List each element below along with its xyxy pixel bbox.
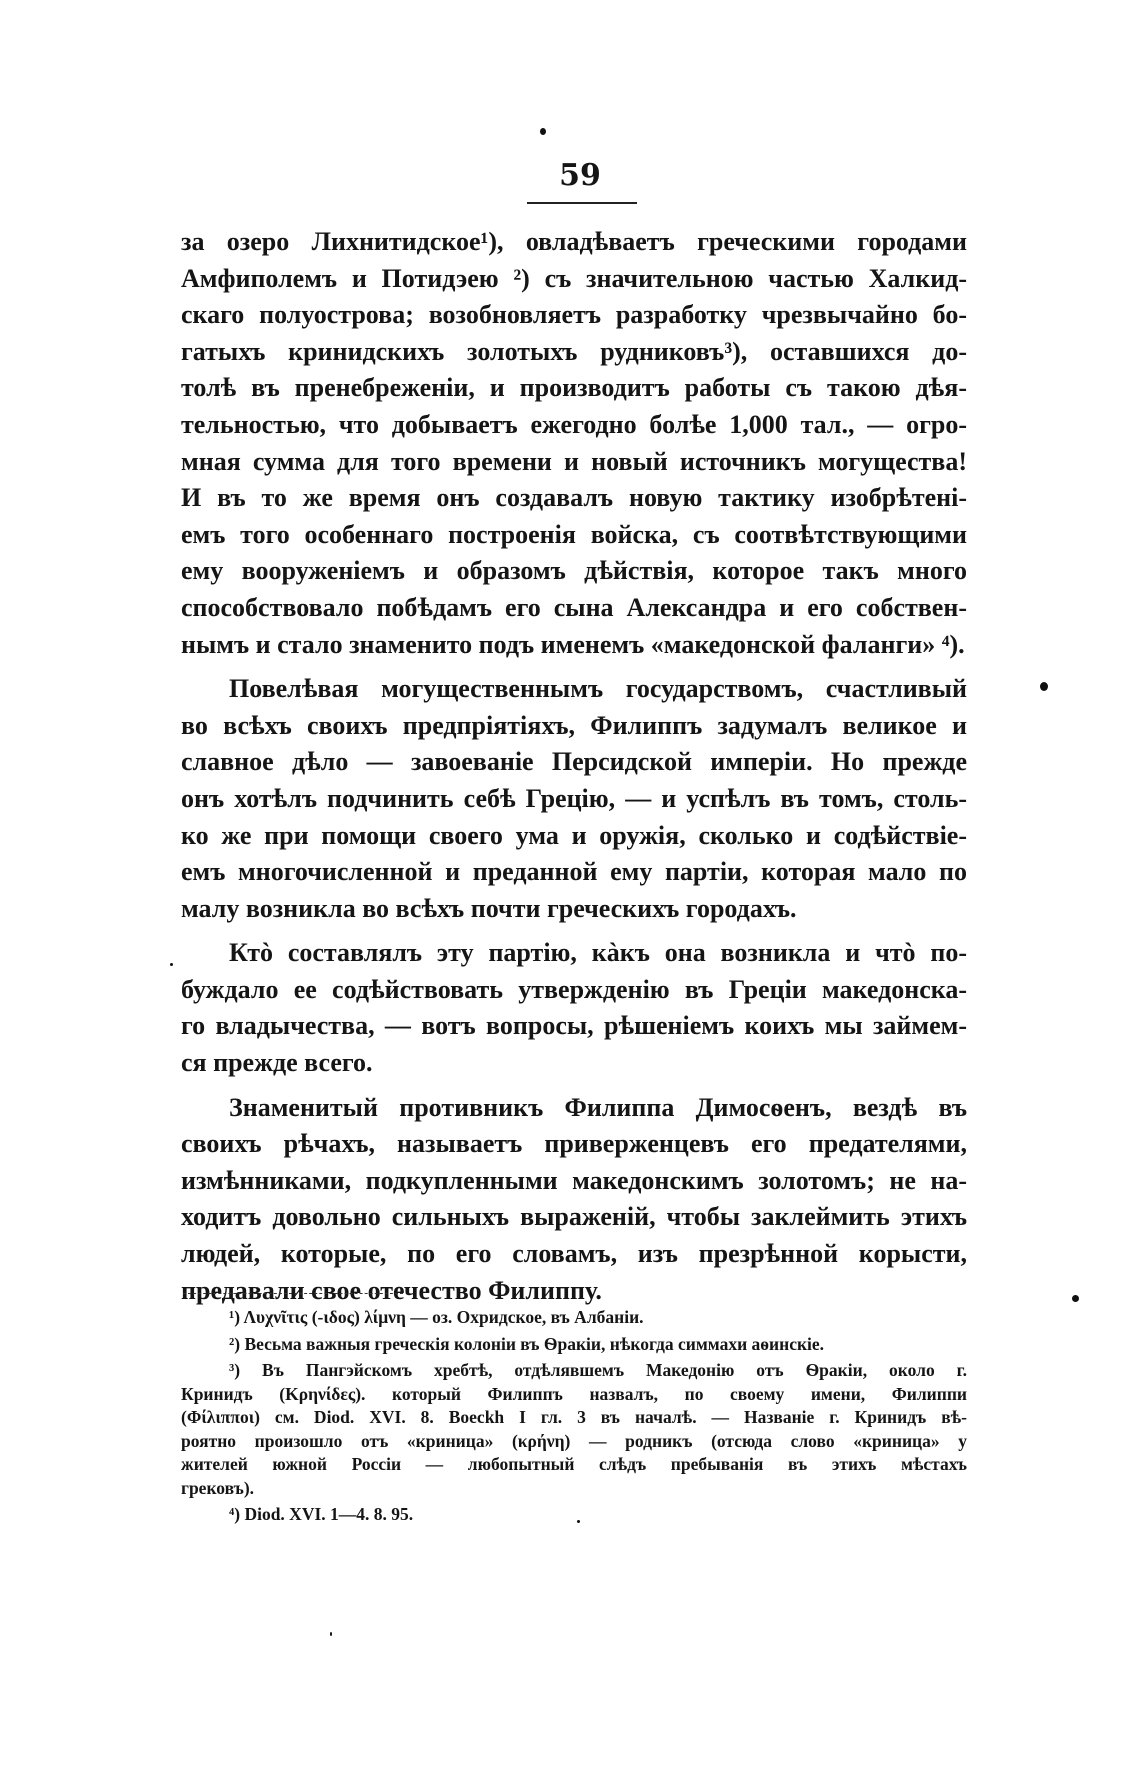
ink-speck [170, 963, 173, 966]
text-line: гатыхъ кринидскихъ золотыхъ рудниковъ³), оставшихся до- [181, 336, 967, 366]
text-line: Знаменитый противникъ Филиппа Димосѳенъ, вездѣ въ [229, 1092, 967, 1122]
text-line: ему вооруженіемъ и образомъ дѣйствія, которое такъ много [181, 556, 967, 586]
text-line: способствовало побѣдамъ его сына Александра и его собствен- [181, 592, 967, 622]
ink-speck [1072, 1295, 1079, 1302]
text-line: ходитъ довольно сильныхъ выраженій, чтобы заклеймить этихъ [181, 1202, 967, 1232]
text-line: емъ многочисленной и преданной ему партіи, которая мало по [181, 857, 967, 887]
header-rule [527, 202, 637, 204]
text-line: малу возникла во всѣхъ почти греческихъ городахъ. [181, 893, 797, 923]
text-line: И въ то же время онъ создавалъ новую тактику изобрѣтені- [181, 483, 967, 513]
text-line: славное дѣло — завоеваніе Персидской имперіи. Но прежде [181, 747, 967, 777]
footnote-line: грековъ). [181, 1477, 255, 1498]
text-line: предавали свое отечество Филиппу. [181, 1275, 602, 1305]
footnote-line: Кринидъ (Κρηνίδες). который Филиппъ назвалъ, по своему имени, Филиппи [181, 1383, 967, 1404]
text-line: своихъ рѣчахъ, называетъ приверженцевъ его предателями, [181, 1129, 967, 1159]
text-line: ко же при помощи своего ума и оружія, сколько и содѣйствіе- [181, 820, 967, 850]
ink-speck [330, 1632, 332, 1636]
footnote-line: ⁴) Diod. XVI. 1—4. 8. 95. [229, 1504, 414, 1524]
text-line: ся прежде всего. [181, 1048, 373, 1078]
footnote-line: (Φίλιπποι) см. Diod. XVI. 8. Boeckh I гл. 3 въ началѣ. — Названіе г. Кринидъ вѣ- [181, 1407, 967, 1427]
text-line: толѣ въ пренебреженіи, и производитъ работы съ такою дѣя- [181, 373, 967, 403]
ink-speck [540, 128, 546, 135]
footnote-line: ³) Въ Пангэйскомъ хребтѣ, отдѣлявшемъ Македонію отъ Ѳракіи, около г. [229, 1360, 967, 1380]
footnote-line: ²) Весьма важныя греческія колоніи въ Ѳракіи, нѣкогда симмахи аѳинскіе. [229, 1333, 825, 1354]
ink-speck [1040, 682, 1048, 691]
text-line: го владычества, — вотъ вопросы, рѣшеніемъ коихъ мы займем- [181, 1011, 967, 1041]
footnote-separator [183, 1293, 403, 1294]
text-line: нымъ и стало знаменито подъ именемъ «македонской фаланги» ⁴). [181, 629, 965, 659]
text-line: во всѣхъ своихъ предпріятіяхъ, Филиппъ задумалъ великое и [181, 710, 967, 740]
text-line: Амфиполемъ и Потидэею ²) съ значительною частью Халкид- [181, 263, 967, 293]
text-line: мная сумма для того времени и новый источникъ могущества! [181, 446, 967, 476]
text-line: буждало ее содѣйствовать утвержденію въ Греціи македонска- [181, 974, 967, 1004]
footnotes [181, 1306, 967, 1527]
text-line: скаго полуострова; возобновляетъ разработку чрезвычайно бо- [181, 300, 967, 330]
text-line: емъ того особеннаго построенія войска, съ соотвѣтствующими [181, 519, 967, 549]
text-line: онъ хотѣлъ подчинить себѣ Грецію, — и успѣлъ въ томъ, столь- [181, 783, 967, 813]
text-line: людей, которые, по его словамъ, изъ презрѣнной корысти, [181, 1239, 967, 1269]
text-line: Ктò составлялъ эту партію, кàкъ она возникла и чтò по- [229, 938, 967, 968]
footnote-line: ¹) Λυχνῖτις (-ιδος) λίμνη — оз. Охридское, въ Албаніи. [229, 1307, 644, 1327]
main-text [181, 224, 967, 1309]
text-line: за озеро Лихнитидское¹), овладѣваетъ греческими городами [181, 227, 967, 256]
text-line: измѣнниками, подкупленными македонскимъ золотомъ; не на- [181, 1165, 967, 1195]
footnote-line: жителей южной Россіи — любопытный слѣдъ пребыванія въ этихъ мѣстахъ [181, 1454, 967, 1474]
text-line: тельностью, что добываетъ ежегодно болѣе 1,000 тал., — огро- [181, 409, 967, 439]
text-line: Повелѣвая могущественнымъ государствомъ, счастливый [229, 674, 967, 704]
page-number: 59 [559, 158, 601, 193]
footnote-line: роятно произошло отъ «криница» (κρήνη) — родникъ (отсюда слово «криница» у [181, 1430, 967, 1451]
ink-speck [577, 1520, 580, 1523]
